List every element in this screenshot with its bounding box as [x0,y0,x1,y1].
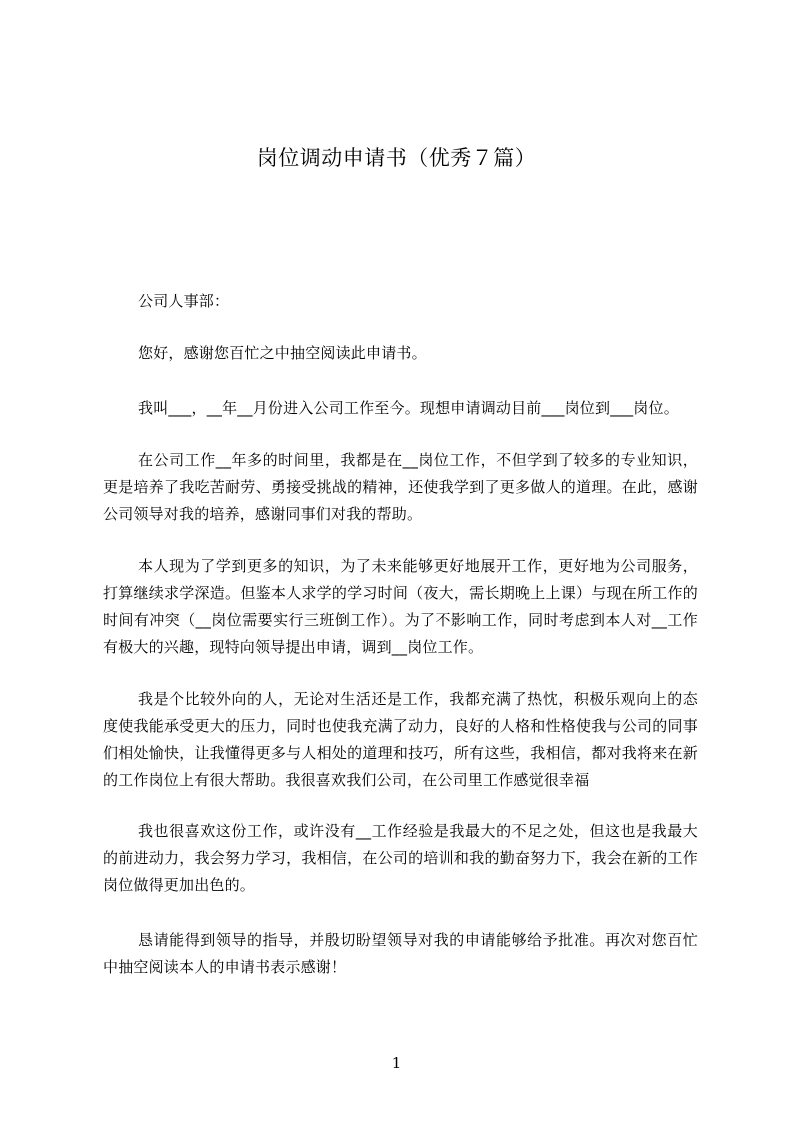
body-paragraph-3: 本人现为了学到更多的知识，为了未来能够更好地展开工作，更好地为公司服务，打算继续求学深造。但鉴本人求学的学习时间（夜大，需长期晚上上课）与现在所工作的时间有冲突（__岗位需要实行三班倒工作）。为了不影响工作，同时考虑到本人对__工作有极大的兴趣，现特向领导提出申请，调到__岗位工作。 [103,557,698,656]
document-title: 岗位调动申请书（优秀７篇） [256,146,537,170]
body-paragraph-2: 在公司工作__年多的时间里，我都是在__岗位工作，不但学到了较多的专业知识，更是培养了我吃苦耐劳、勇接受挑战的精神，还使我学到了更多做人的道理。在此，感谢公司领导对我的培养，感谢同事们对我的帮助。 [103,451,698,523]
page-number: 1 [391,1054,402,1072]
body-paragraph-1: 我叫___，__年__月份进入公司工作至今。现想申请调动目前___岗位到___岗位。 [138,399,679,417]
body-paragraph-6: 恳请能得到领导的指导，并殷切盼望领导对我的申请能够给予批准。再次对您百忙中抽空阅读本人的申请书表示感谢！ [103,931,698,976]
greeting-paragraph: 您好，感谢您百忙之中抽空阅读此申请书。 [138,344,427,362]
body-paragraph-4: 我是个比较外向的人，无论对生活还是工作，我都充满了热忱，积极乐观向上的态度使我能承受更大的压力，同时也使我充满了动力，良好的人格和性格使我与公司的同事们相处愉快，让我懂得更多与人相处的道理和技巧，所有这些，我相信，都对我将来在新的工作岗位上有很大帮助。我很喜欢我们公司，在公司里工作感觉很幸福 [103,690,698,789]
salutation: 公司人事部： [138,292,230,310]
body-paragraph-5: 我也很喜欢这份工作，或许没有__工作经验是我最大的不足之处，但这也是我最大的前进动力，我会努力学习，我相信，在公司的培训和我的勤奋努力下，我会在新的工作岗位做得更加出色的。 [103,822,698,894]
